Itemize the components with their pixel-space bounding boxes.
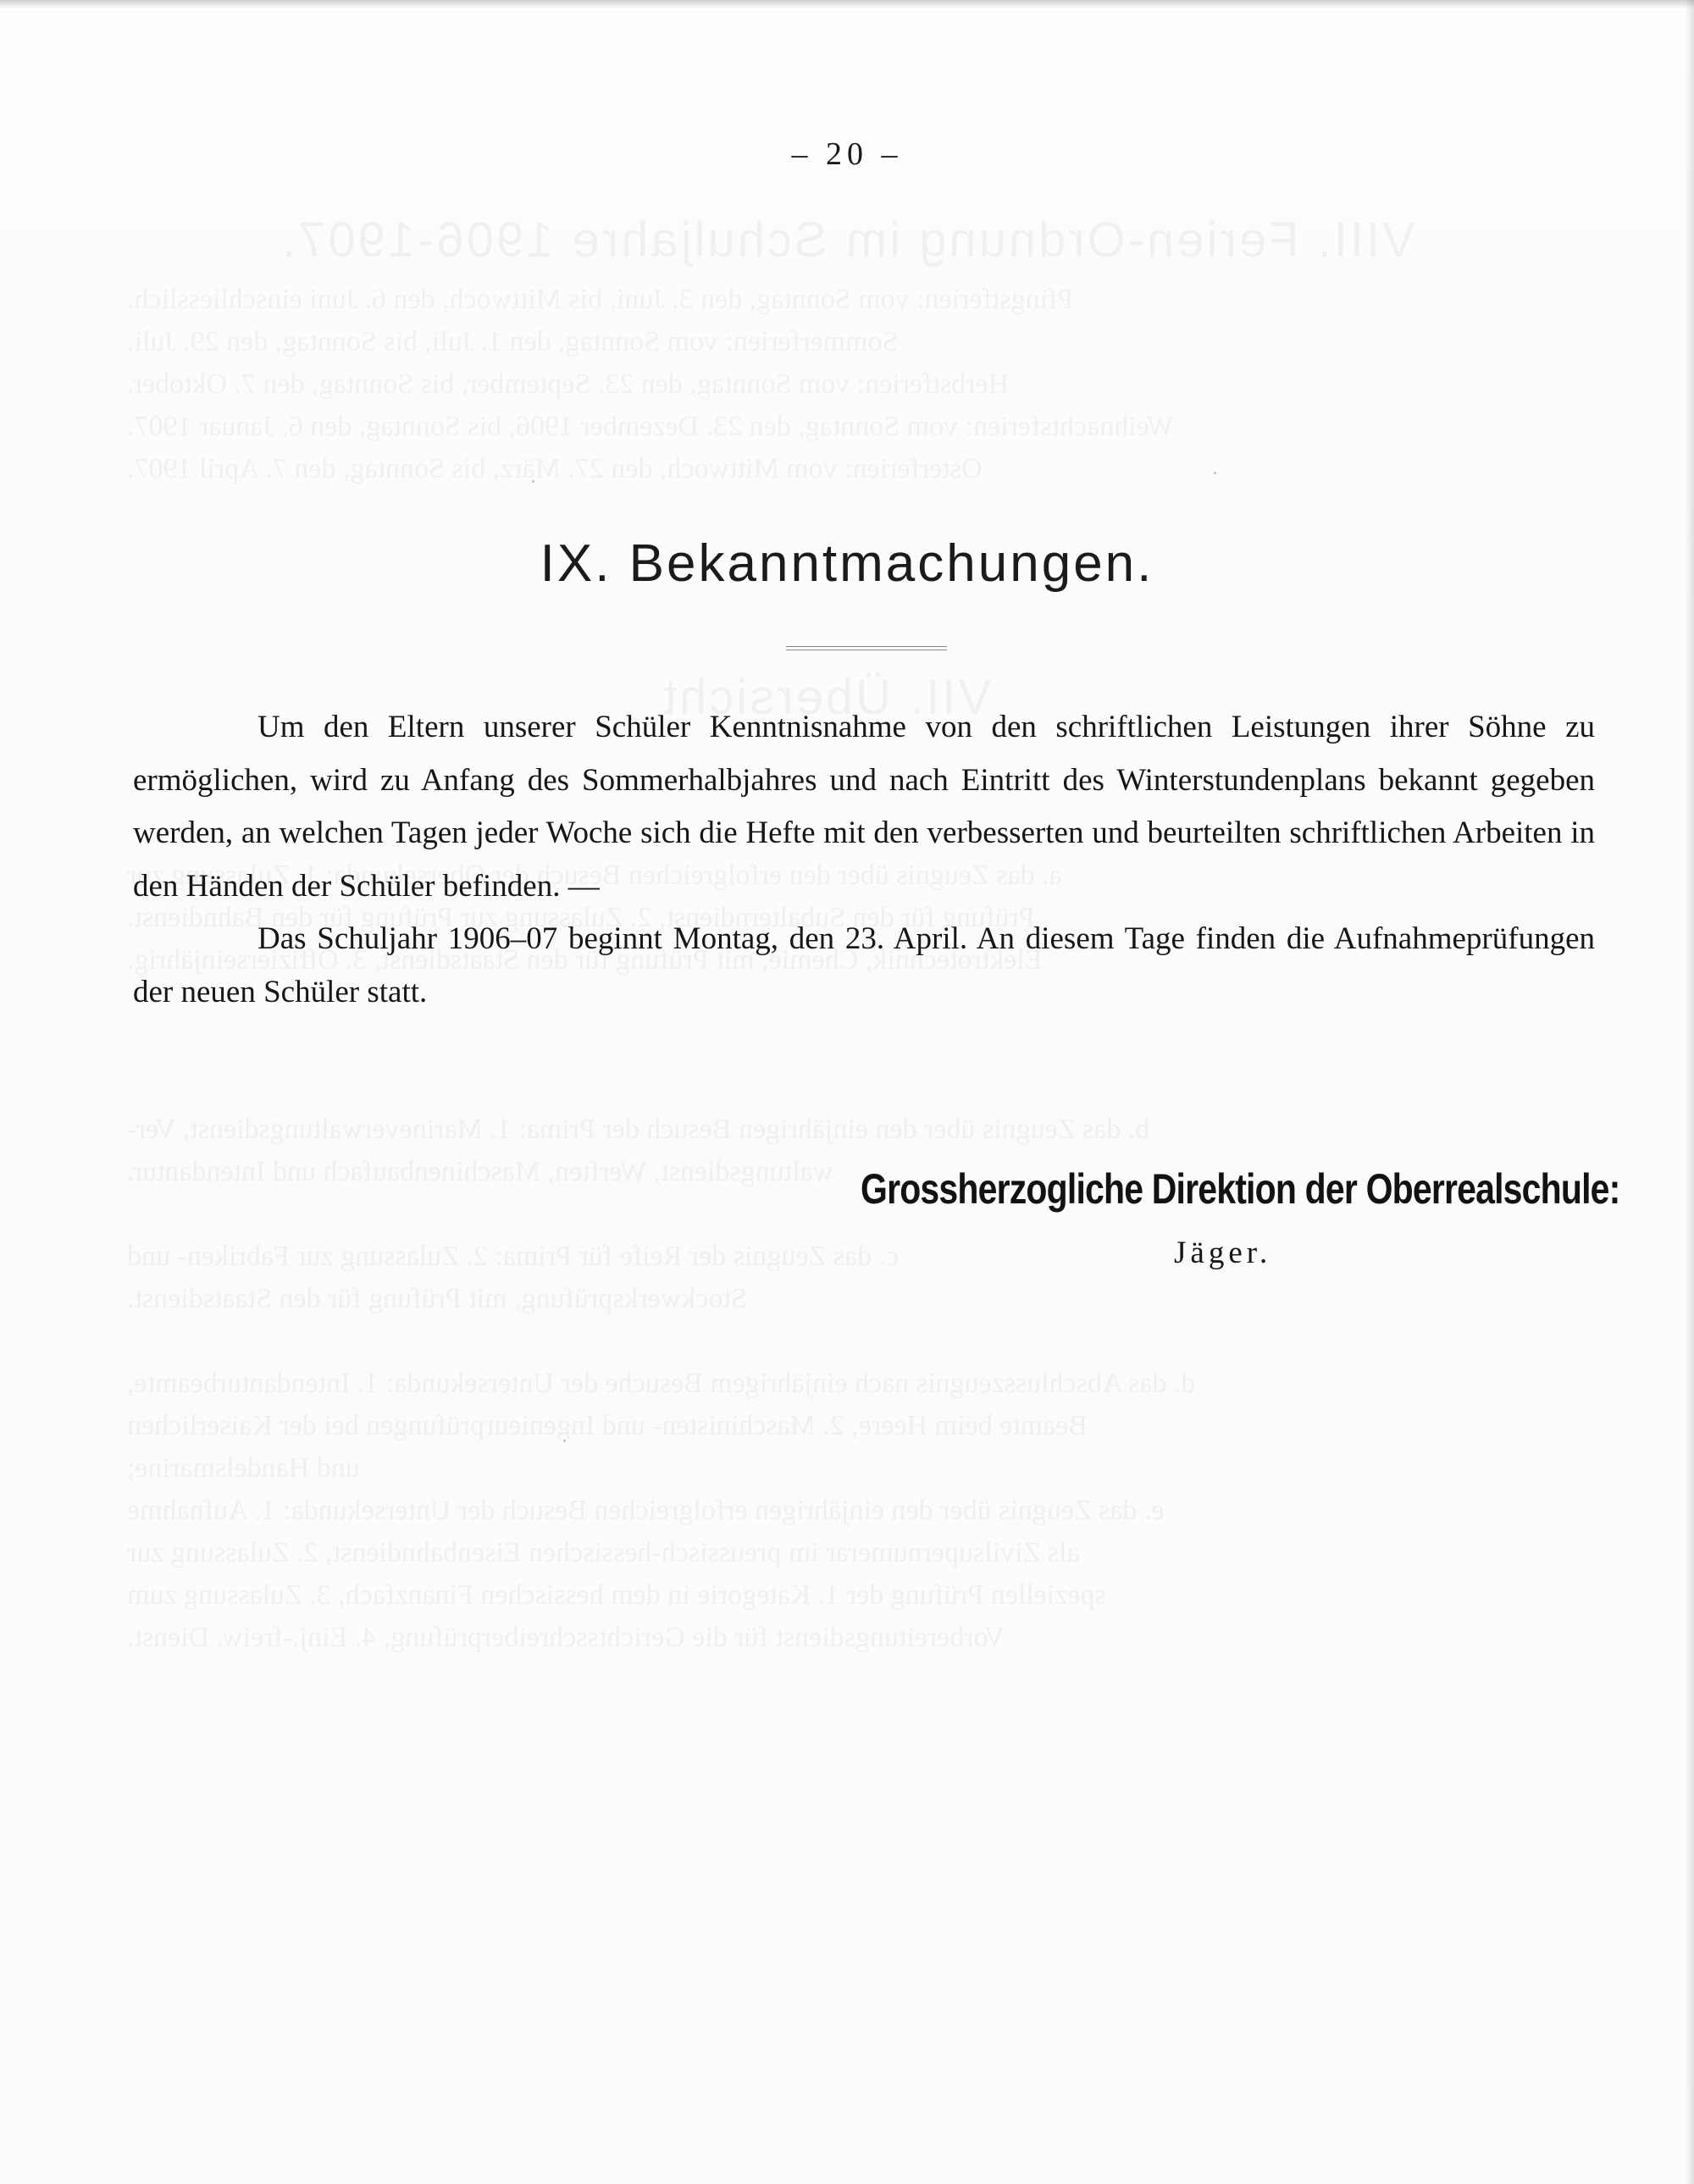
paragraph-school-year-start: Das Schuljahr 1906–07 beginnt Montag, den 23. April. An diesem Tage finden die Aufnahmeprüfungen der neuen Schüler statt. bbox=[133, 921, 1595, 1009]
show-through-line bbox=[127, 1410, 1088, 1442]
announcement-body bbox=[133, 701, 1595, 1019]
paragraph-homework-notice: Um den Eltern unserer Schüler Kenntnisnahme von den schriftlichen Leistungen ihrer Söhne zu ermöglichen, wird zu Anfang des Sommerhalbjahres und nach Eintritt des Winterstundenplans bekannt gegeben werden, an welchen Tagen jeder Woche sich die Hefte mit den verbesserten und beurteilten schriftlichen Arbeiten in den Händen der Schüler befinden. — bbox=[133, 710, 1595, 904]
show-through-line bbox=[127, 284, 1073, 316]
page-number: – 20 – bbox=[791, 136, 903, 172]
show-through-line bbox=[127, 1622, 1005, 1654]
show-through-line bbox=[127, 1537, 1080, 1569]
show-through-line bbox=[127, 1579, 1106, 1612]
show-through-line bbox=[127, 1241, 899, 1273]
show-through-line bbox=[127, 453, 982, 485]
show-through-line bbox=[127, 1283, 747, 1315]
show-through-line bbox=[127, 326, 898, 358]
scan-edge-right bbox=[1686, 0, 1694, 2184]
scan-speck bbox=[532, 480, 534, 483]
show-through-line bbox=[127, 1156, 833, 1188]
scan-edge-top bbox=[0, 0, 1694, 8]
show-through-line bbox=[127, 411, 1174, 443]
signature-institution: Grossherzogliche Direktion der Oberrealschule: bbox=[861, 1165, 1620, 1213]
show-through-line bbox=[127, 1368, 1195, 1400]
show-through-line bbox=[127, 368, 1009, 401]
show-through-line bbox=[127, 1452, 360, 1485]
show-through-heading bbox=[280, 212, 1415, 268]
show-through-line bbox=[127, 1495, 1165, 1527]
section-heading: IX. Bekanntmachungen. bbox=[540, 534, 1154, 593]
signature-name: Jäger. bbox=[1174, 1236, 1272, 1270]
heading-divider bbox=[786, 646, 947, 650]
scan-speck bbox=[563, 1440, 566, 1442]
show-through-line bbox=[127, 1114, 1149, 1146]
scan-speck bbox=[1214, 472, 1216, 474]
